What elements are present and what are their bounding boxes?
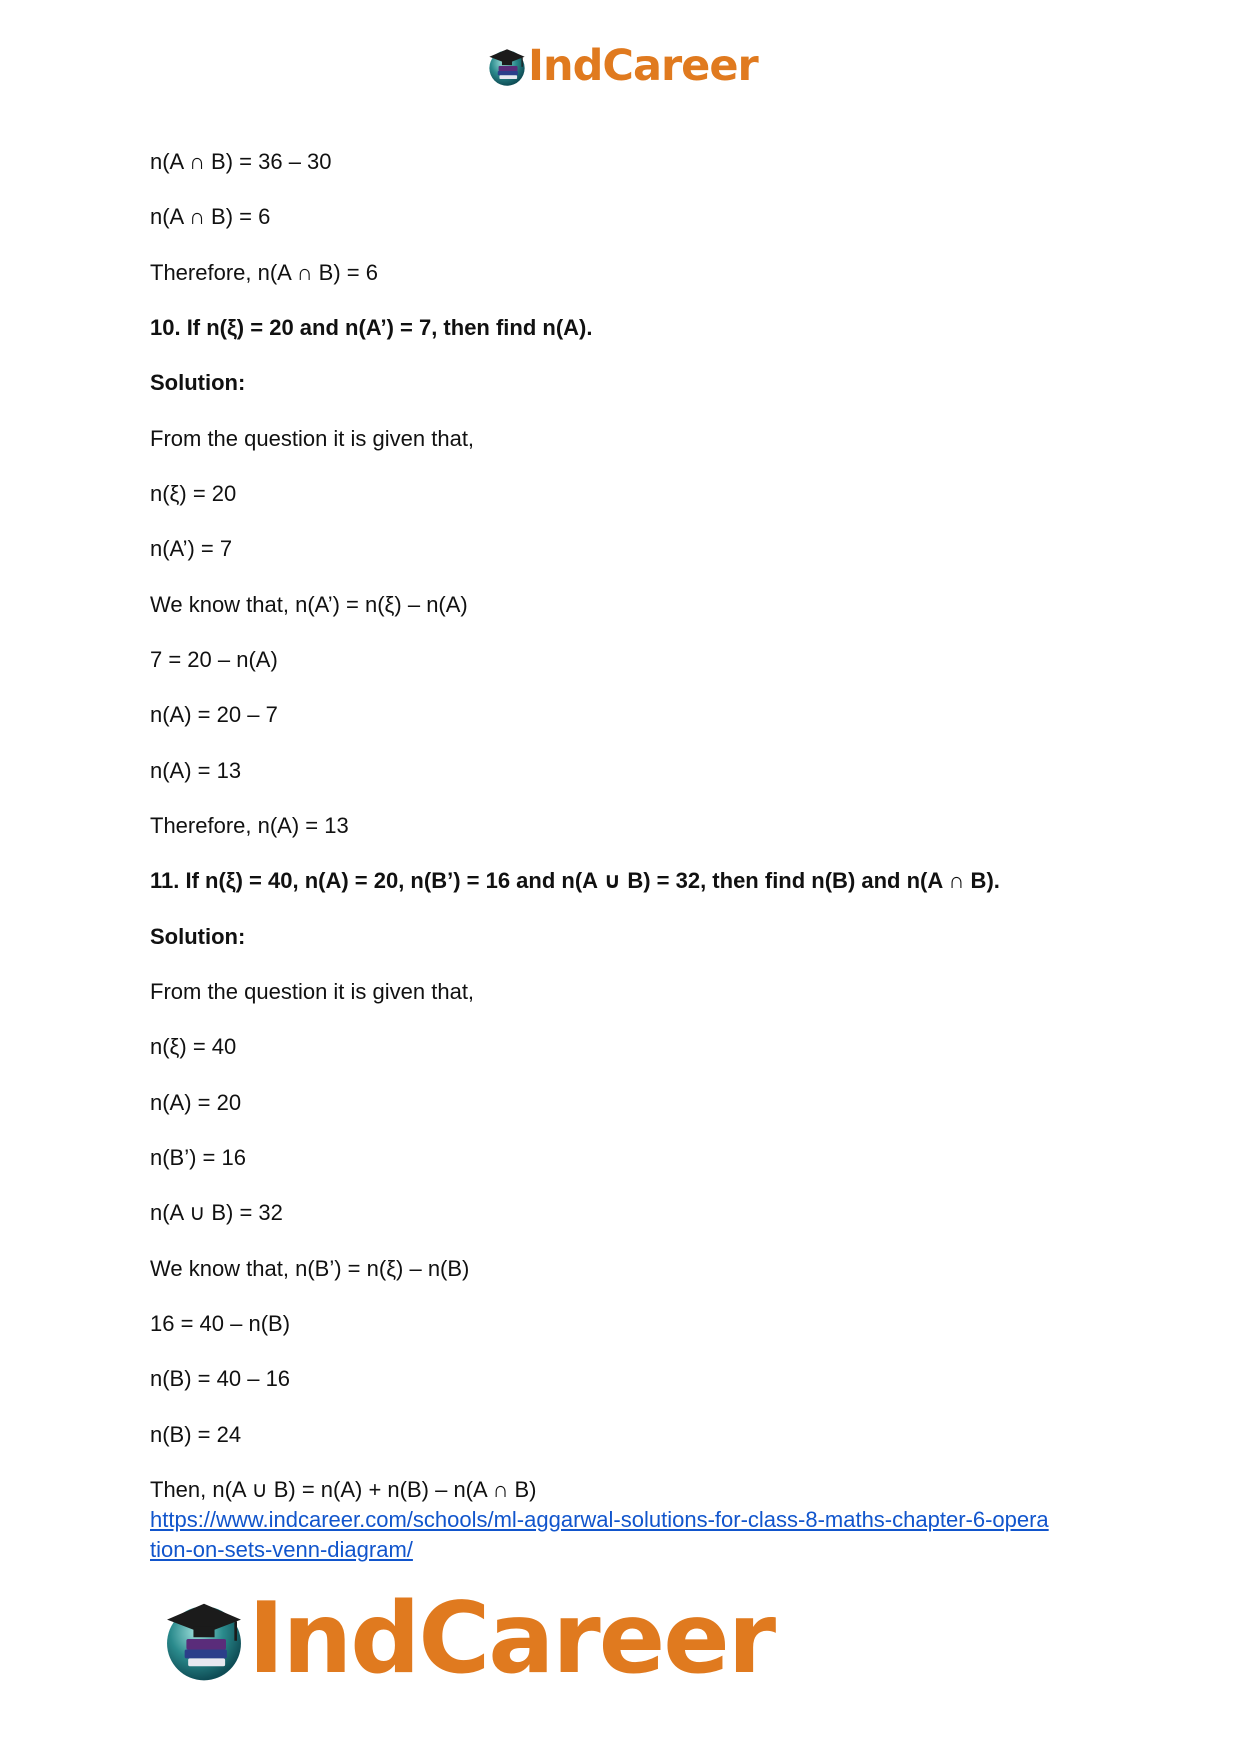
text-line: Therefore, n(A) = 13 [150, 813, 349, 838]
text-line: From the question it is given that, [150, 426, 475, 451]
source-link[interactable]: https://www.indcareer.com/schools/ml-aggarwal-solutions-for-class-8-maths-chapter-6-opera [150, 1507, 1049, 1532]
text-line: n(A ∩ B) = 36 – 30 [150, 149, 332, 174]
solution-heading: Solution: [150, 924, 246, 949]
text-line: n(B’) = 16 [150, 1145, 246, 1170]
solution-heading: Solution: [150, 370, 246, 395]
text-line: We know that, n(B’) = n(ξ) – n(B) [150, 1256, 470, 1281]
text-line: n(ξ) = 40 [150, 1034, 237, 1059]
text-line: We know that, n(A’) = n(ξ) – n(A) [150, 592, 468, 617]
question-heading: 11. If n(ξ) = 40, n(A) = 20, n(B’) = 16 and n(A ∪ B) = 32, then find n(B) and n(A ∩ B). [150, 868, 1000, 893]
text-line: n(A ∪ B) = 32 [150, 1200, 283, 1225]
text-line: n(A ∩ B) = 6 [150, 204, 271, 229]
text-line: n(ξ) = 20 [150, 481, 237, 506]
text-line: 16 = 40 – n(B) [150, 1311, 291, 1336]
header-logo [486, 40, 758, 92]
question-heading: 10. If n(ξ) = 20 and n(A’) = 7, then find n(A). [150, 315, 593, 340]
text-line: n(B) = 24 [150, 1422, 242, 1447]
text-line: n(A) = 20 [150, 1090, 242, 1115]
text-line: Then, n(A ∪ B) = n(A) + n(B) – n(A ∩ B) [150, 1477, 537, 1502]
text-line: n(A’) = 7 [150, 536, 233, 561]
logo-wordmark: IndCareer [248, 1582, 775, 1696]
source-link-continued[interactable]: tion-on-sets-venn-diagram/ [150, 1537, 413, 1562]
graduation-cap-globe-icon [160, 1595, 248, 1683]
text-line: n(B) = 40 – 16 [150, 1366, 291, 1391]
graduation-cap-globe-icon [486, 45, 528, 87]
text-line: From the question it is given that, [150, 979, 475, 1004]
footer-logo [160, 1580, 774, 1698]
logo-wordmark: IndCareer [528, 40, 758, 91]
text-line: 7 = 20 – n(A) [150, 647, 278, 672]
text-line: Therefore, n(A ∩ B) = 6 [150, 260, 378, 285]
text-line: n(A) = 13 [150, 758, 242, 783]
text-line: n(A) = 20 – 7 [150, 702, 278, 727]
